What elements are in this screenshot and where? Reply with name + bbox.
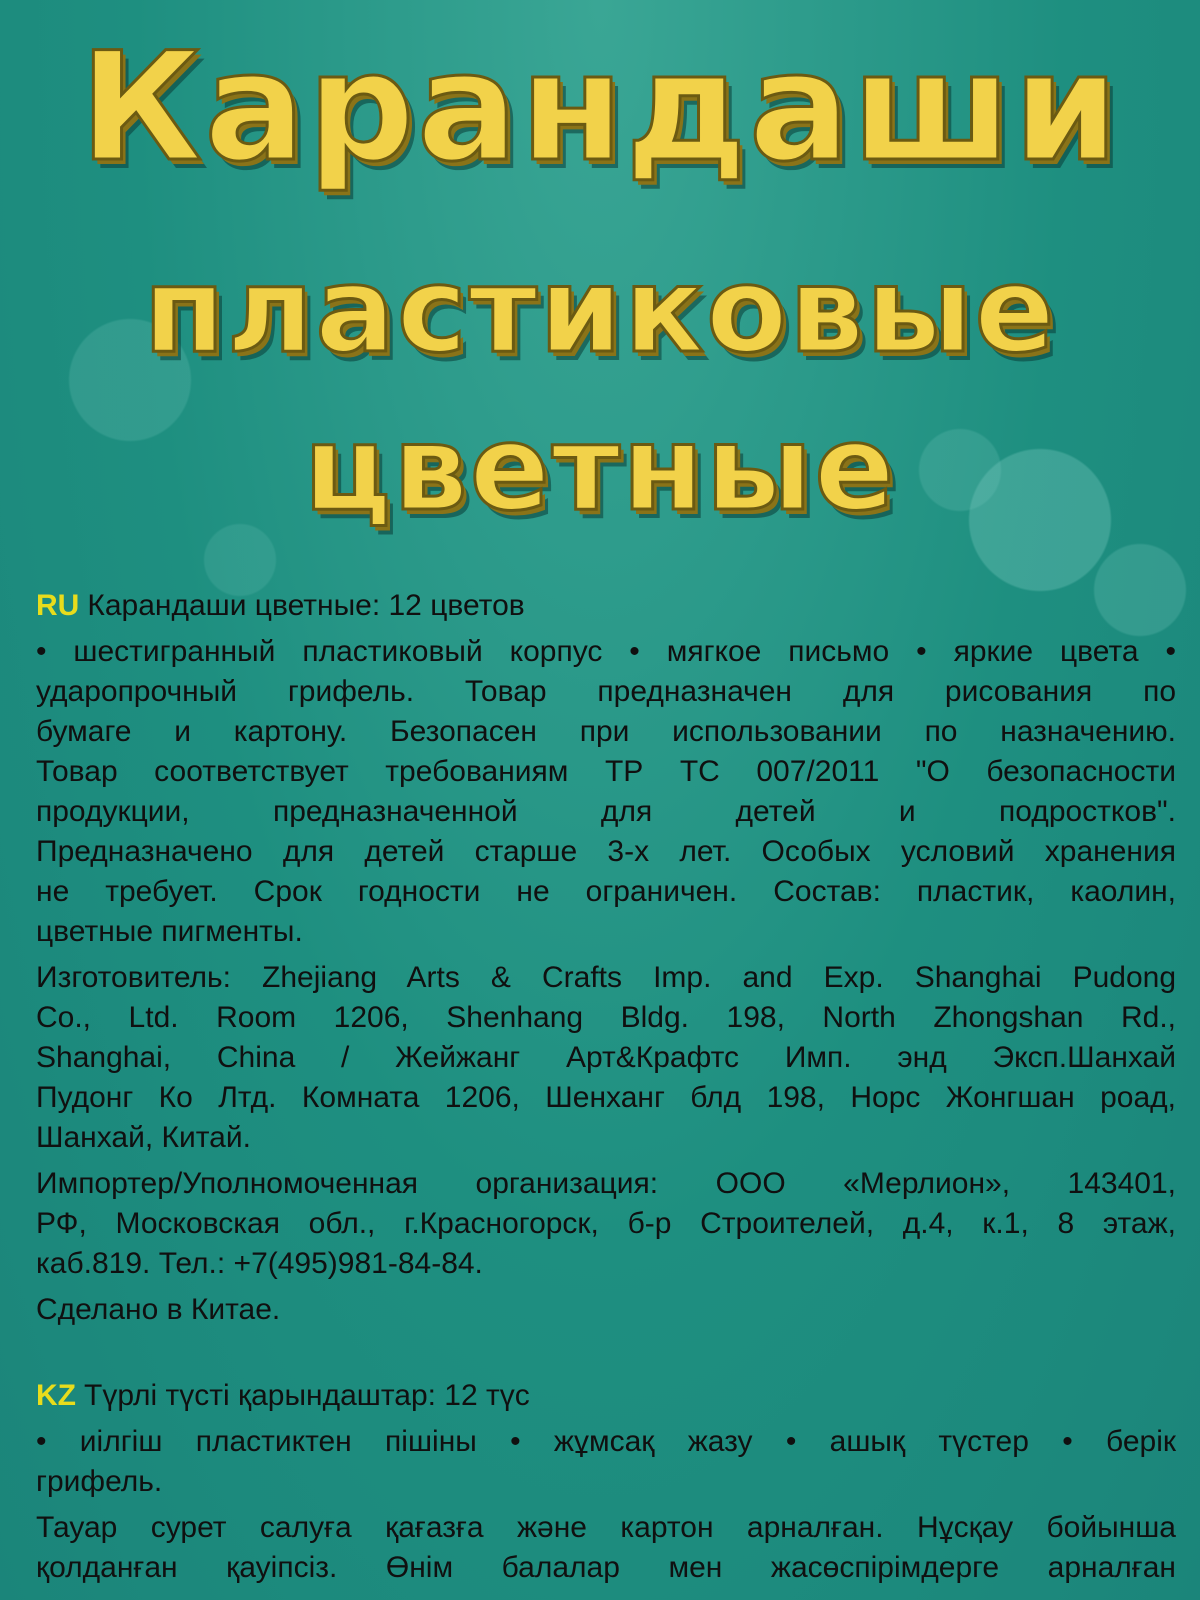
kz-description-line: грифель. bbox=[36, 1465, 163, 1498]
ru-heading: Карандаши цветные: 12 цветов bbox=[87, 589, 525, 622]
label-text bbox=[36, 586, 1176, 1588]
kz-usage bbox=[36, 1508, 1176, 1588]
kz-usage-line: қолданған қауіпсіз. Өнім балалар мен жасөспірімдерге арналған bbox=[36, 1551, 1176, 1584]
title-line-1: Карандаши bbox=[79, 21, 1121, 195]
ru-manufacturer-line: Изготовитель: Zhejiang Arts & Crafts Imp. and Exp. Shanghai Pudong bbox=[36, 961, 1176, 994]
ru-made-in: Сделано в Китае. bbox=[36, 1293, 281, 1326]
ru-description-line: продукции, предназначенной для детей и подростков". bbox=[36, 795, 1176, 828]
ru-manufacturer bbox=[36, 958, 1176, 1158]
kz-description-line: • иілгіш пластиктен пішіны • жұмсақ жазу • ашық түстер • берік bbox=[36, 1425, 1176, 1458]
ru-manufacturer-line: Пудонг Ко Лтд. Комната 1206, Шенханг блд 198, Норс Жонгшан роад, bbox=[36, 1081, 1176, 1114]
ru-importer bbox=[36, 1164, 1176, 1284]
ru-description-line: бумаге и картону. Безопасен при использовании по назначению. bbox=[36, 715, 1176, 748]
ru-importer-line: РФ, Московская обл., г.Красногорск, б-р Строителей, д.4, к.1, 8 этаж, bbox=[36, 1207, 1176, 1240]
ru-description-line: цветные пигменты. bbox=[36, 915, 303, 948]
title-line-3: цветные bbox=[303, 399, 897, 537]
ru-description-line: не требует. Срок годности не ограничен. Состав: пластик, каолин, bbox=[36, 875, 1176, 908]
kz-heading-row bbox=[36, 1376, 1176, 1416]
kz-language-code: KZ bbox=[36, 1379, 76, 1412]
title-line-2: пластиковые bbox=[143, 241, 1057, 379]
ru-manufacturer-line: Shanghai, China / Жейжанг Арт&Крафтс Имп. энд Эксп.Шанхай bbox=[36, 1041, 1176, 1074]
ru-description bbox=[36, 632, 1176, 952]
kz-heading: Түрлі түсті қарындаштар: 12 түс bbox=[84, 1379, 530, 1412]
kz-description bbox=[36, 1422, 1176, 1502]
ru-description-line: • шестигранный пластиковый корпус • мягкое письмо • яркие цвета • bbox=[36, 635, 1176, 668]
ru-description-line: Товар соответствует требованиям ТР ТС 007/2011 "О безопасности bbox=[36, 755, 1176, 788]
ru-manufacturer-line: Co., Ltd. Room 1206, Shenhang Bldg. 198, North Zhongshan Rd., bbox=[36, 1001, 1176, 1034]
kz-usage-line: Тауар сурет салуға қағазға және картон арналған. Нұсқау бойынша bbox=[36, 1511, 1176, 1544]
ru-heading-row bbox=[36, 586, 1176, 626]
ru-description-line: Предназначено для детей старше 3-х лет. Особых условий хранения bbox=[36, 835, 1176, 868]
ru-importer-line: каб.819. Тел.: +7(495)981-84-84. bbox=[36, 1247, 483, 1280]
ru-importer-line: Импортер/Уполномоченная организация: ООО «Мерлион», 143401, bbox=[36, 1167, 1176, 1200]
ru-language-code: RU bbox=[36, 589, 80, 622]
ru-manufacturer-line: Шанхай, Китай. bbox=[36, 1121, 251, 1154]
ru-description-line: ударопрочный грифель. Товар предназначен для рисования по bbox=[36, 675, 1176, 708]
